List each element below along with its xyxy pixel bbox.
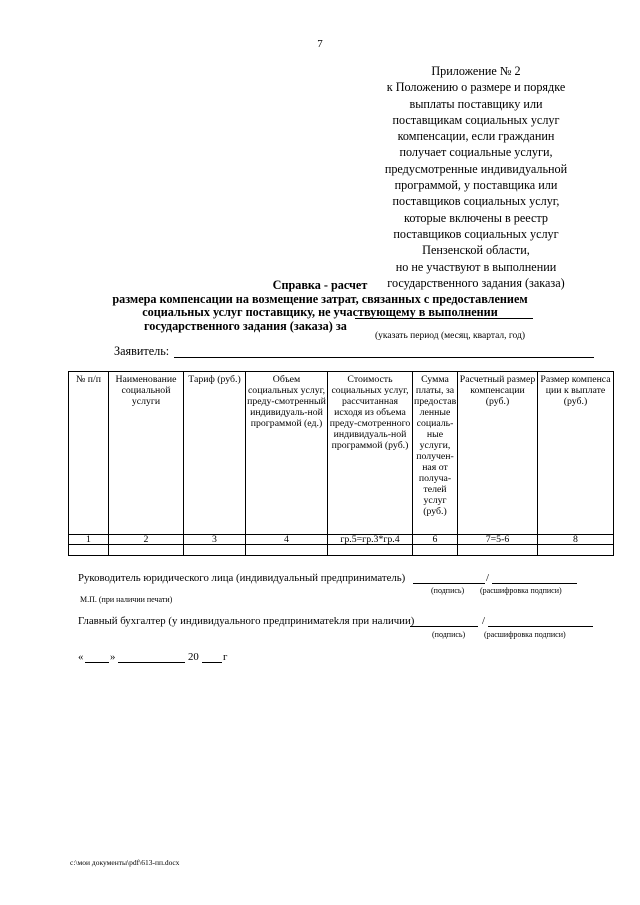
head-decode-caption: (расшифровка подписи) — [480, 586, 562, 595]
appendix-line: получает социальные услуги, — [399, 145, 553, 160]
appendix-line: поставщиков социальных услуг — [393, 226, 559, 241]
appendix-line: выплаты поставщику или — [409, 96, 543, 111]
period-hint: (указать период (месяц, квартал, год) — [374, 331, 526, 341]
appendix-line: Пензенской области, — [422, 243, 530, 258]
period-field-line[interactable] — [355, 318, 533, 319]
appendix-line: предусмотренные индивидуальной — [384, 161, 568, 176]
header-cell: Сумма платы, за предостав ленные социаль-ные услуги, получен-ная от получа-телей услуг (руб.) — [413, 372, 458, 535]
applicant-label: Заявитель: — [114, 344, 170, 358]
compensation-table — [68, 371, 614, 556]
table-cell[interactable] — [69, 545, 109, 556]
head-separator: / — [486, 572, 489, 584]
title-line: Справка - расчет — [272, 278, 368, 292]
appendix-line: но не участвуют в выполнении — [395, 259, 557, 274]
table-cell[interactable] — [328, 545, 413, 556]
page-number: 7 — [317, 38, 323, 50]
column-number-cell: 8 — [538, 535, 614, 545]
appendix-line: поставщикам социальных услуг — [392, 112, 560, 127]
header-cell: Расчетный размер компенсации (руб.) — [458, 372, 538, 535]
header-cell: № п/п — [69, 372, 109, 535]
header-cell: Наименование социальной услуги — [109, 372, 184, 535]
column-number-cell: 6 — [413, 535, 458, 545]
column-number-row — [69, 535, 614, 545]
appendix-line: государственного задания (заказа) — [387, 275, 565, 290]
column-number-cell: 3 — [184, 535, 246, 545]
header-cell: Объем социальных услуг, преду-смотренный индивидуаль-ной программой (ед.) — [246, 372, 328, 535]
title-line: размера компенсации на возмещение затрат, связанных с предоставлением — [112, 291, 528, 306]
table-cell[interactable] — [413, 545, 458, 556]
appendix-line: компенсации, если гражданин — [397, 129, 555, 144]
table-cell[interactable] — [109, 545, 184, 556]
appendix-line: поставщиков социальных услуг, — [392, 194, 560, 209]
applicant-field-line[interactable] — [174, 357, 594, 358]
appendix-line: к Положению о размере и порядке — [386, 80, 566, 95]
appendix-line: которые включены в реестр — [404, 210, 548, 225]
header-cell: Тариф (руб.) — [184, 372, 246, 535]
appendix-header — [370, 63, 582, 291]
accountant-decode-caption: (расшифровка подписи) — [484, 630, 566, 639]
table-cell[interactable] — [184, 545, 246, 556]
column-number-cell: 7=5-6 — [458, 535, 538, 545]
accountant-decode-line[interactable] — [488, 626, 593, 627]
head-sign-caption: (подпись) — [431, 586, 465, 595]
column-number-cell: 2 — [109, 535, 184, 545]
title-line: государственного задания (заказа) за — [144, 318, 347, 333]
date-day-line[interactable] — [85, 662, 109, 663]
appendix-line: программой, у поставщика или — [394, 178, 558, 193]
date-year-line[interactable] — [202, 662, 222, 663]
table-row — [69, 545, 614, 556]
accountant-signature-line[interactable] — [410, 626, 478, 627]
head-decode-line[interactable] — [492, 583, 577, 584]
stamp-note: М.П. (при наличии печати) — [80, 595, 173, 604]
date-year-prefix: 20 — [188, 651, 199, 663]
column-number-cell: гр.5=гр.3*гр.4 — [328, 535, 413, 545]
accountant-signature-label: Главный бухгалтер (у индивидуального предприниматеkля при наличии) — [78, 615, 415, 627]
table-cell[interactable] — [458, 545, 538, 556]
appendix-line: Приложение № 2 — [431, 64, 521, 78]
header-cell: Стоимость социальных услуг, рассчитанная исходя из объема преду-смотренного индивидуаль-ной программой (руб.) — [328, 372, 413, 535]
header-cell: Размер компенса ции к выплате (руб.) — [538, 372, 614, 535]
document-title — [100, 279, 540, 333]
table-cell[interactable] — [246, 545, 328, 556]
head-signature-line[interactable] — [413, 583, 485, 584]
title-line: социальных услуг поставщику, не участвующему в выполнении — [142, 305, 498, 319]
accountant-separator: / — [482, 615, 485, 627]
table-cell[interactable] — [538, 545, 614, 556]
date-close-quote: » — [110, 651, 116, 663]
head-signature-label: Руководитель юридического лица (индивидуальный предприниматель) — [78, 572, 406, 584]
column-number-cell: 1 — [69, 535, 109, 545]
column-number-cell: 4 — [246, 535, 328, 545]
date-year-suffix: г — [223, 651, 228, 663]
date-month-line[interactable] — [118, 662, 185, 663]
table-header-row — [69, 372, 614, 535]
accountant-sign-caption: (подпись) — [432, 630, 466, 639]
footer-file-path: c:\мои документы\pdf\613-пп.docx — [70, 858, 180, 867]
date-open-quote: « — [78, 651, 84, 663]
